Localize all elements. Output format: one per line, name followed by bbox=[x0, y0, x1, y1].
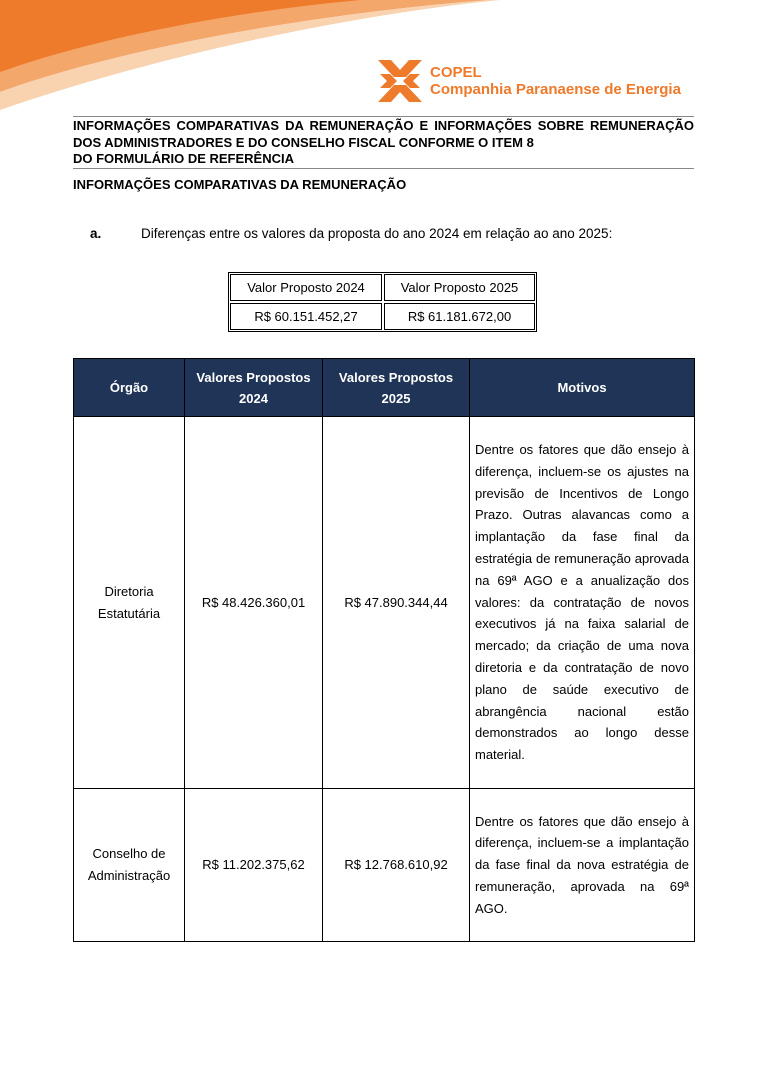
table-row bbox=[74, 417, 695, 789]
header-valores-2025: Valores Propostos 2025 bbox=[323, 359, 470, 417]
cell-motivo: Dentre os fatores que dão ensejo à diferença, incluem-se a implantação da fase final da nova estratégia de remuneração, aprovada na 69ª AGO. bbox=[470, 789, 695, 942]
cell-motivo: Dentre os fatores que dão ensejo à diferença, incluem-se os ajustes na previsão de Incentivos de Longo Prazo. Outras alavancas como a implantação da fase final da estratégia de remuneração aprovada na 69ª AGO e a anualização dos valores: da contratação de novos executivos já na faixa salarial de mercado; da criação de uma nova diretoria e da contratação de novo plano de saúde executivo de abrangência nacional estão demonstrados ao longo desse material. bbox=[470, 417, 695, 789]
cell-valor-2025: R$ 12.768.610,92 bbox=[323, 789, 470, 942]
divider-bottom bbox=[73, 168, 694, 169]
copel-logo-icon bbox=[378, 60, 422, 102]
cell-orgao: Conselho de Administração bbox=[74, 789, 185, 942]
cell-valor-2024: R$ 11.202.375,62 bbox=[185, 789, 323, 942]
summary-table bbox=[228, 272, 537, 332]
copel-logo bbox=[378, 60, 681, 102]
cell-valor-2024: R$ 48.426.360,01 bbox=[185, 417, 323, 789]
logo-subtitle: Companhia Paranaense de Energia bbox=[430, 81, 681, 98]
header-valores-2024: Valores Propostos 2024 bbox=[185, 359, 323, 417]
heading-line2: DO FORMULÁRIO DE REFERÊNCIA bbox=[73, 151, 294, 166]
heading-line1: INFORMAÇÕES COMPARATIVAS DA REMUNERAÇÃO E INFORMAÇÕES SOBRE REMUNERAÇÃO DOS ADMINISTRADORES E DO CONSELHO FISCAL CONFORME O ITEM 8 bbox=[73, 118, 694, 150]
page-heading bbox=[73, 118, 694, 168]
logo-title: COPEL bbox=[430, 64, 482, 81]
table-row bbox=[74, 789, 695, 942]
comparison-table bbox=[73, 358, 695, 942]
item-text: Diferenças entre os valores da proposta do ano 2024 em relação ao ano 2025: bbox=[141, 226, 613, 241]
summary-header-2025: Valor Proposto 2025 bbox=[384, 274, 535, 301]
item-letter: a. bbox=[90, 226, 102, 241]
summary-value-2024: R$ 60.151.452,27 bbox=[230, 303, 382, 330]
header-motivos: Motivos bbox=[470, 359, 695, 417]
cell-valor-2025: R$ 47.890.344,44 bbox=[323, 417, 470, 789]
summary-value-2025: R$ 61.181.672,00 bbox=[384, 303, 535, 330]
divider-top bbox=[73, 116, 694, 117]
section-subheading: INFORMAÇÕES COMPARATIVAS DA REMUNERAÇÃO bbox=[73, 177, 407, 192]
summary-header-2024: Valor Proposto 2024 bbox=[230, 274, 382, 301]
header-orgao: Órgão bbox=[74, 359, 185, 417]
cell-orgao: Diretoria Estatutária bbox=[74, 417, 185, 789]
table-header-row bbox=[74, 359, 695, 417]
